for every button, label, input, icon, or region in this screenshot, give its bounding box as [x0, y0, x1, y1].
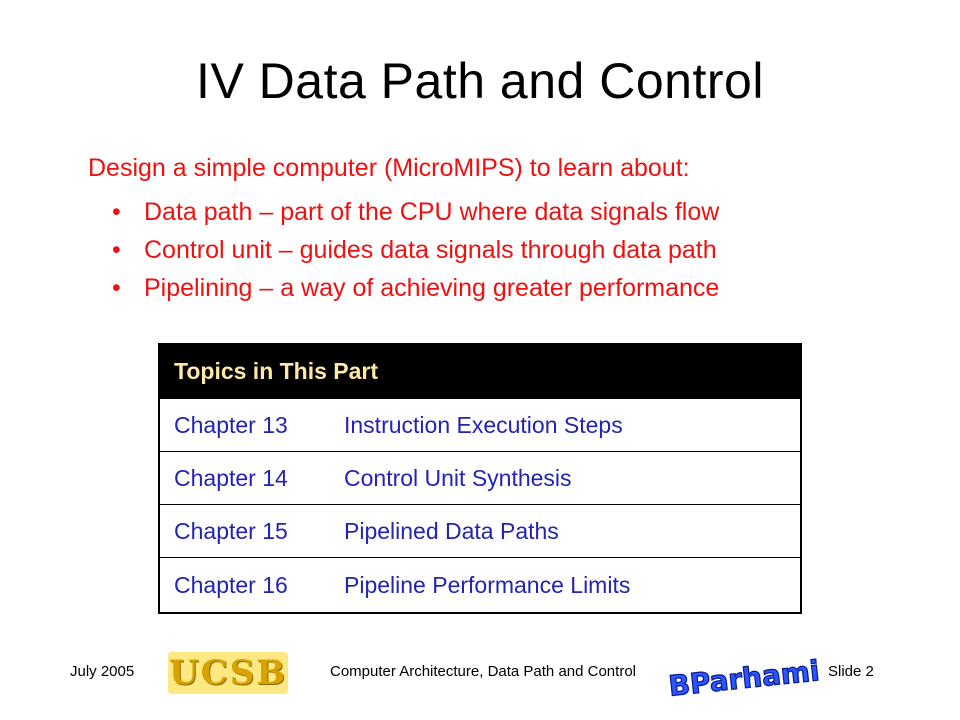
bullet-text: Data path – part of the CPU where data signals flow [144, 198, 720, 226]
table-row [160, 558, 800, 612]
footer-slide-number: Slide 2 [828, 663, 874, 680]
chapter-number: Chapter 14 [174, 464, 288, 491]
topics-table-header: Topics in This Part [160, 345, 800, 399]
bullet-item [112, 231, 719, 269]
footer-course: Computer Architecture, Data Path and Control [330, 663, 636, 680]
chapter-name: Instruction Execution Steps [344, 411, 623, 438]
chapter-name: Pipeline Performance Limits [344, 571, 631, 598]
ucsb-logo-text: UCSB [168, 653, 287, 693]
table-row [160, 399, 800, 452]
bullet-text: Pipelining – a way of achieving greater performance [144, 274, 720, 302]
table-row [160, 505, 800, 558]
footer-date: July 2005 [70, 663, 135, 680]
bullet-item [112, 269, 719, 307]
bullet-glyph: • [112, 274, 121, 302]
bullet-glyph: • [112, 198, 121, 226]
chapter-number: Chapter 13 [174, 411, 288, 438]
chapter-number: Chapter 15 [174, 517, 288, 544]
ucsb-logo [168, 652, 288, 694]
intro-text: Design a simple computer (MicroMIPS) to learn about: [88, 154, 690, 182]
slide-title: IV Data Path and Control [196, 53, 764, 109]
bullet-list [112, 193, 719, 307]
chapter-name: Pipelined Data Paths [344, 517, 559, 544]
bullet-glyph: • [112, 236, 121, 264]
author-logo [667, 648, 822, 703]
bullet-text: Control unit – guides data signals through data path [144, 236, 717, 264]
table-row [160, 452, 800, 505]
topics-table [158, 343, 802, 614]
bullet-item [112, 193, 719, 231]
chapter-name: Control Unit Synthesis [344, 464, 572, 491]
author-logo-text: BParhami [667, 654, 822, 703]
chapter-number: Chapter 16 [174, 571, 288, 598]
